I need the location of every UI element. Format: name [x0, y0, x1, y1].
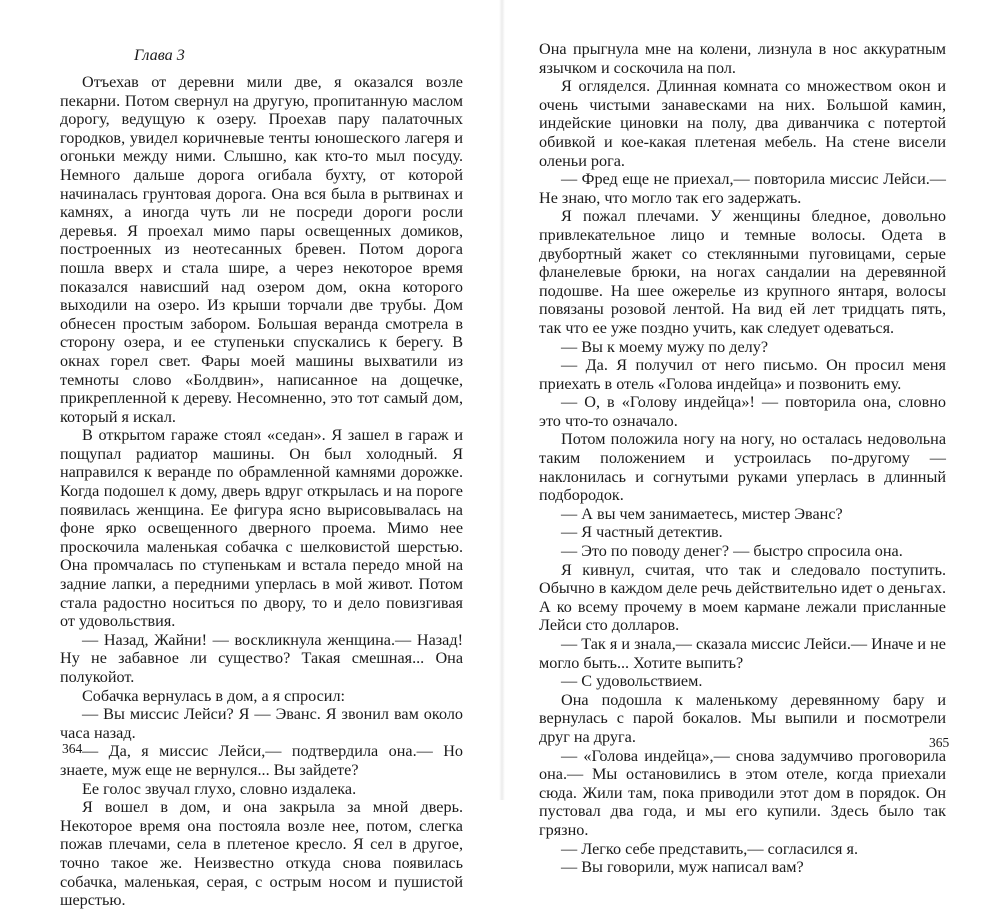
paragraph: — Вы к моему мужу по делу?: [561, 337, 768, 356]
paragraph: В открытом гараже стоял «седан». Я зашел в гараж и пощупал радиатор машины. Он был холодный. Я направился к веранде по обрамленной камнями дорожке. Когда подошел к дому, дверь вдруг открылась и на пороге появилась женщина. Ее фигура ясно вырисовывалась на фоне ярко освещенного дверного проема. Мимо нее проскочила маленькая собачка с шелковистой шерстью. Она промчалась по ступенькам и встала передо мной на задние лапки, а передними уперлась в мой живот. Потом стала радостно носиться по двору, то и дело повизгивая от удовольствия.: [60, 426, 463, 631]
paragraph: Она подошла к маленькому деревянному бару и вернулась с парой бокалов. Мы выпили и посмотрели друг на друга.: [539, 690, 946, 746]
right-text-column: [539, 40, 946, 877]
paragraph: Я вошел в дом, и она закрыла за мной дверь. Некоторое время она постояла возле нее, потом, слегка пожав плечами, села в плетеное кресло. Я сел в другое, точно такое же. Неизвестно откуда снова появилась собачка, маленькая, серая, с острым носом и пушистой шерстью.: [60, 798, 463, 910]
page-number-left: 364: [62, 741, 83, 756]
paragraph: — Вы говорили, муж написал вам?: [561, 858, 804, 877]
paragraph: Я пожал плечами. У женщины бледное, довольно привлекательное лицо и темные волосы. Одета в двубортный жакет со стеклянными пуговицами, серые фланелевые брюки, на ногах сандалии на деревянной подошве. На шее ожерелье из крупного янтаря, волосы повязаны розовой лентой. На вид ей лет тридцать пять, так что ее уже поздно учить, как следует одеваться.: [539, 207, 946, 337]
paragraph: Собачка вернулась в дом, а я спросил:: [82, 686, 346, 705]
paragraph: — С удовольствием.: [561, 672, 703, 691]
paragraph: Я огляделся. Длинная комната со множеством окон и очень чистыми занавесками на них. Большой камин, индейские циновки на полу, два диванчика с потертой обивкой и кое-какая плетеная мебель. На стене висели оленьи рога.: [539, 77, 946, 170]
paragraph: — О, в «Голову индейца»! — повторила она, словно это что-то означало.: [539, 393, 946, 430]
paragraph: — «Голова индейца»,— снова задумчиво проговорила она.— Мы остановились в этом отеле, когда приехали сюда. Жили там, пока приводили этот дом в порядок. Он пустовал два года, и мы его купили. Здесь было так грязно.: [539, 746, 946, 839]
left-text-column: [60, 73, 463, 910]
paragraph: — Я частный детектив.: [561, 523, 723, 542]
paragraph: Я кивнул, считая, что так и следовало поступить. Обычно в каждом деле речь действительно идет о деньгах. А ко всему прочему в моем кармане лежали присланные Лейси сто долларов.: [539, 560, 946, 635]
chapter-heading: Глава 3: [134, 46, 185, 64]
paragraph: — Да, я миссис Лейси,— подтвердила она.— Но знаете, муж еще не вернулся... Вы зайдете?: [60, 742, 463, 779]
paragraph: — А вы чем занимаетесь, мистер Эванс?: [561, 504, 843, 523]
paragraph: Потом положила ногу на ногу, но осталась недовольна таким положением и устроилась по-другому — наклонилась и согнутыми руками уперлась в длинный подбородок.: [539, 430, 946, 505]
paragraph: — Назад, Жайни! — воскликнула женщина.— Назад! Ну не забавное ли существо? Такая смешная... Она полукойот.: [60, 630, 463, 686]
paragraph: — Легко себе представить,— согласился я.: [561, 839, 859, 858]
paragraph: — Так я и знала,— сказала миссис Лейси.— Иначе и не могло быть... Хотите выпить?: [539, 635, 946, 672]
paragraph: — Это по поводу денег? — быстро спросила она.: [561, 542, 903, 561]
paragraph: — Фред еще не приехал,— повторила миссис Лейси.— Не знаю, что могло так его задержать.: [539, 170, 946, 207]
right-page: [503, 0, 1003, 877]
paragraph: Отъехав от деревни мили две, я оказался возле пекарни. Потом свернул на другую, пропитанную маслом дорогу, ведущую к озеру. Проехав пару палаточных городков, увидел коричневые тенты юношеского лагеря и огоньки между ними. Слышно, как кто-то мыл посуду. Немного дальше дорога огибала бухту, от которой начиналась грунтовая дорога. Она вся была в рытвинах и камнях, а иногда чуть ли не посреди дороги росли деревья. Я проехал мимо пары освещенных домиков, построенных из неотесанных бревен. Потом дорога пошла вверх и стала шире, а через некоторое время показался нависший над озером дом, окна которого выходили на озеро. Из крыши торчали две трубы. Дом обнесен простым забором. Большая веранда смотрела в сторону озера, и ее ступеньки спускались к берегу. В окнах горел свет. Фары моей машины выхватили из темноты слово «Болдвин», написанное на дощечке, прикрепленной к дереву. Несомненно, это тот самый дом, который я искал.: [60, 73, 463, 426]
left-page: [0, 0, 500, 910]
paragraph: Ее голос звучал глухо, словно издалека.: [82, 779, 357, 798]
paragraph: — Вы миссис Лейси? Я — Эванс. Я звонил вам около часа назад.: [60, 705, 463, 742]
page-number-right: 365: [929, 735, 950, 750]
continuation-paragraph: Она прыгнула мне на колени, лизнула в нос аккуратным язычком и соскочила на пол.: [539, 40, 946, 77]
paragraph: — Да. Я получил от него письмо. Он просил меня приехать в отель «Голова индейца» и позвонить ему.: [539, 356, 946, 393]
